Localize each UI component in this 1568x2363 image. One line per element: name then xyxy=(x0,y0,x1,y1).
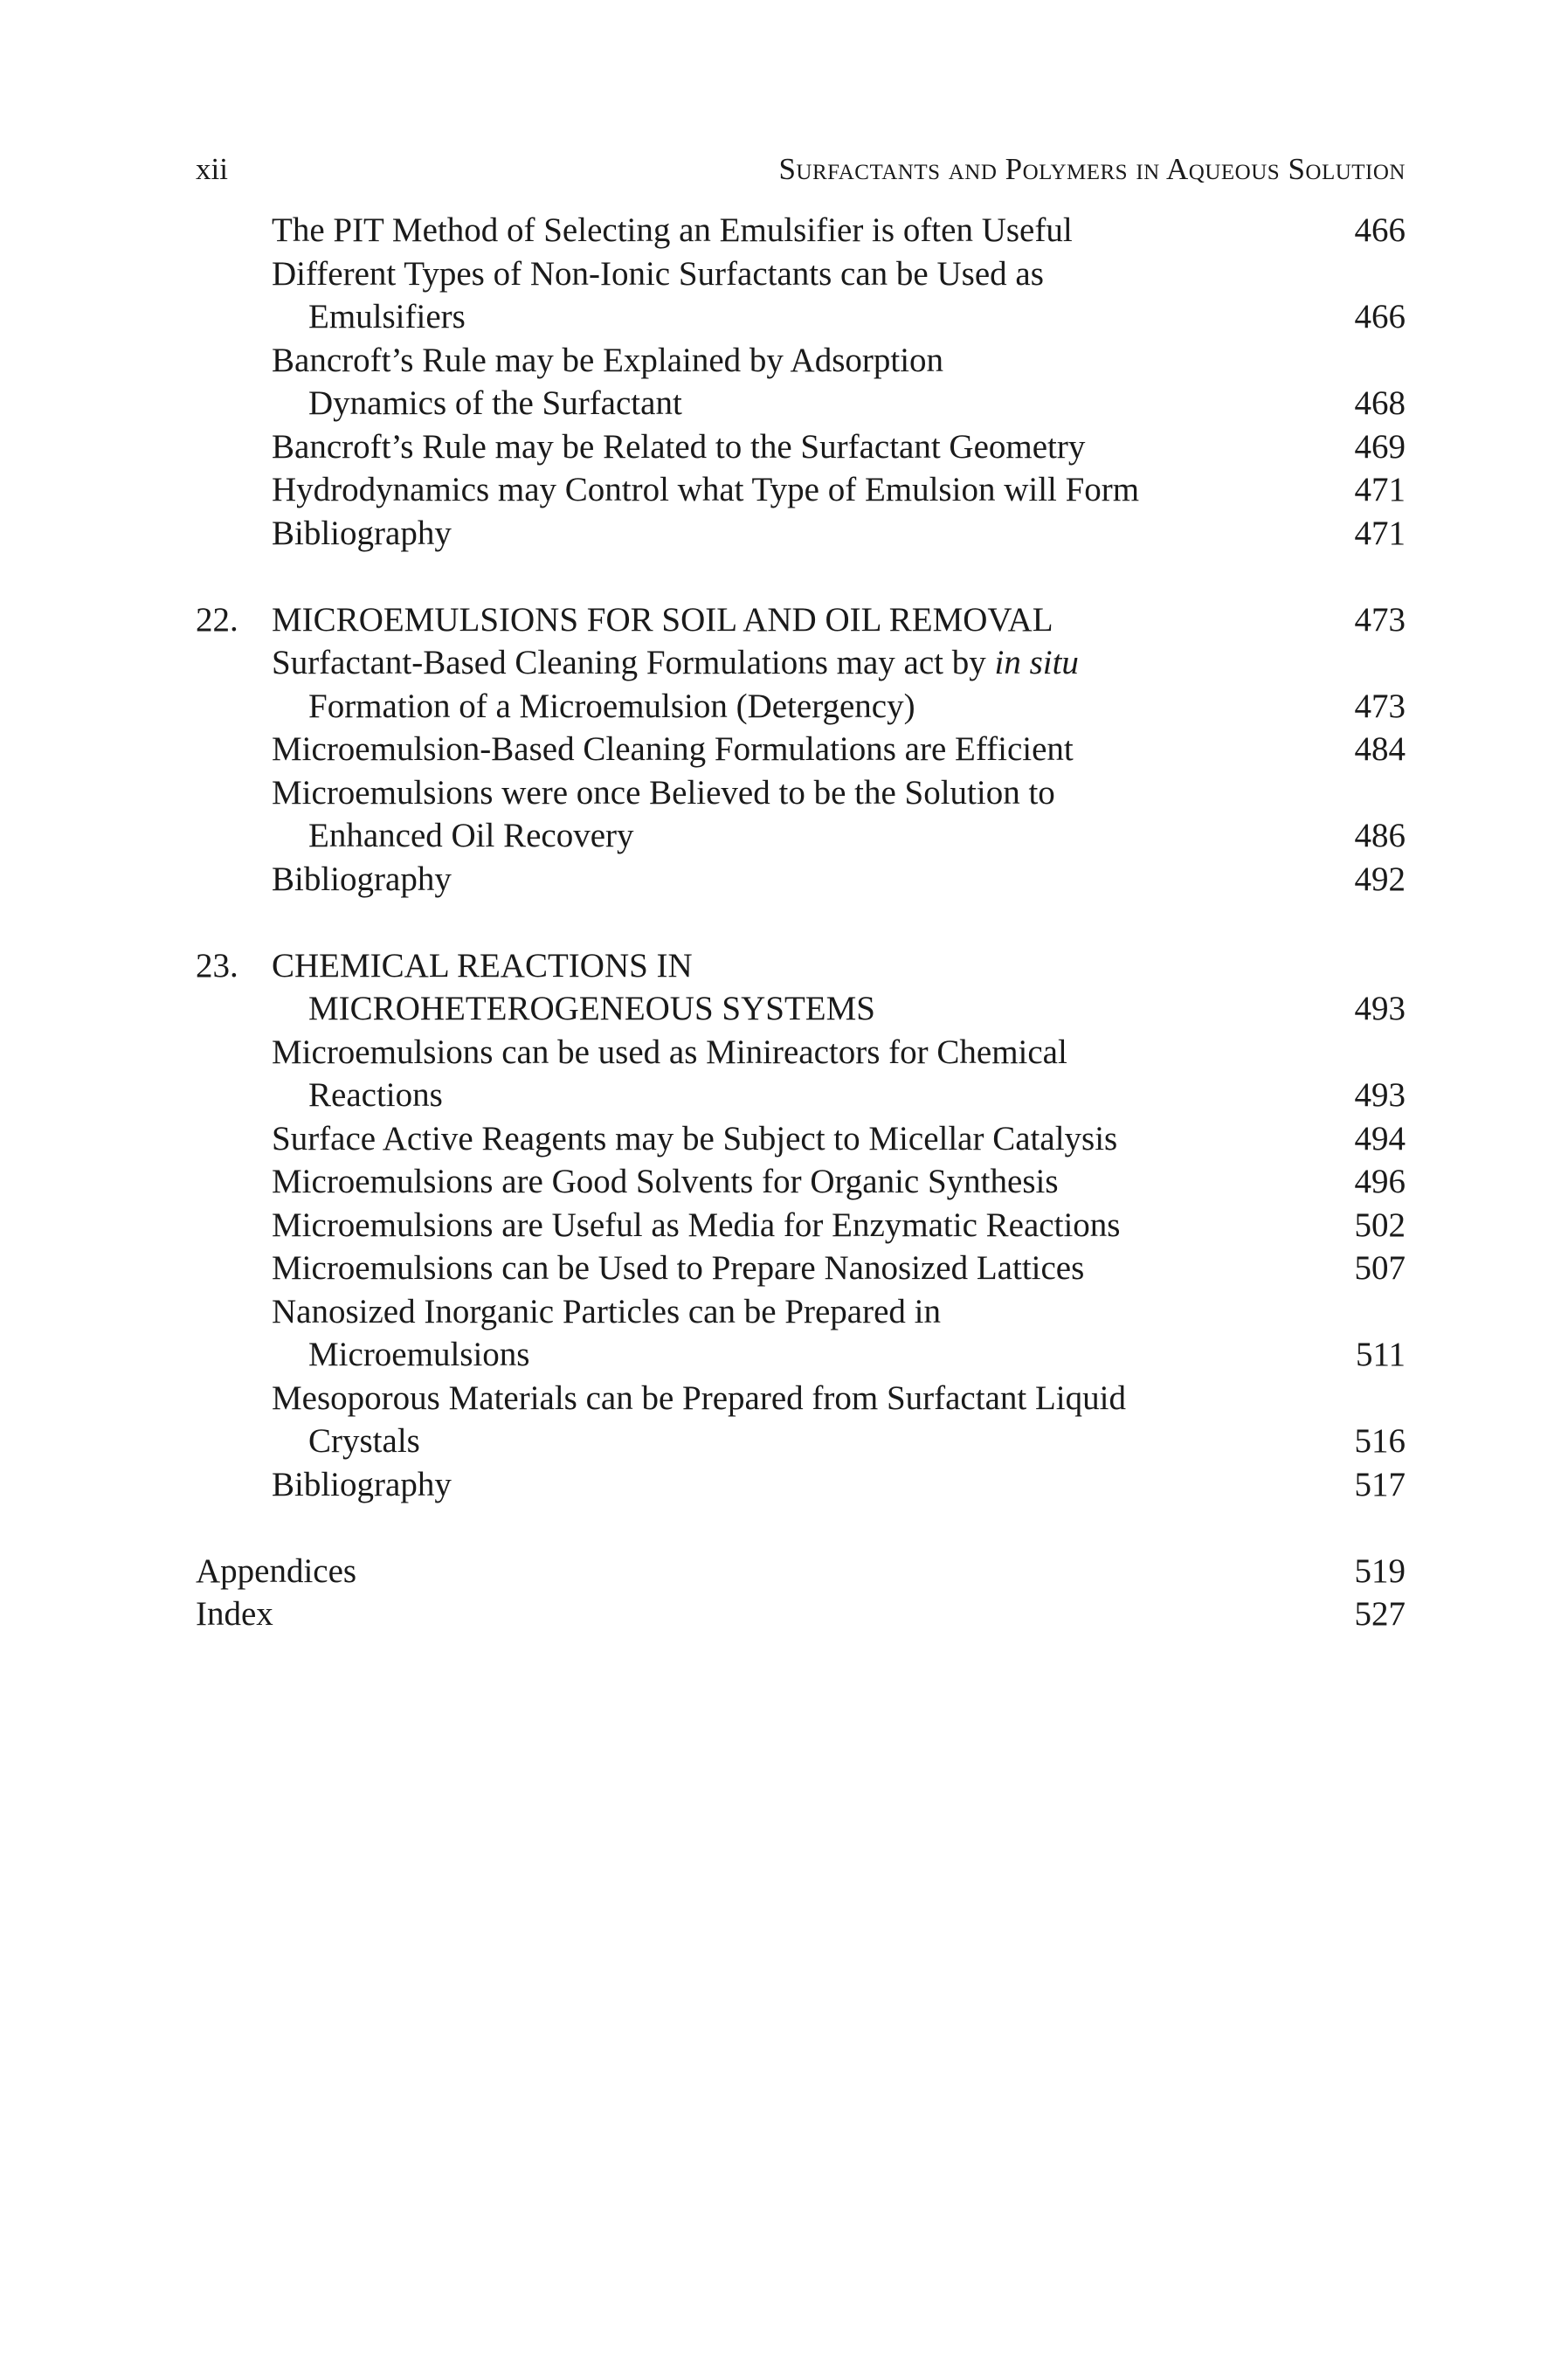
toc-entry-title: Enhanced Oil Recovery xyxy=(308,817,634,854)
toc-entry xyxy=(196,1290,1406,1334)
toc-entry-title: Bibliography xyxy=(272,1465,452,1503)
toc-entry-title: The PIT Method of Selecting an Emulsifier is often Useful xyxy=(272,211,1073,249)
toc-entry-continuation xyxy=(196,295,1406,339)
toc-page-number: 516 xyxy=(1354,1422,1406,1460)
page-folio: xii xyxy=(196,152,228,186)
toc-entry-continuation xyxy=(196,1333,1406,1377)
toc-entry xyxy=(196,641,1406,685)
toc-entry xyxy=(196,252,1406,296)
toc-entry xyxy=(196,1117,1406,1161)
toc-entry xyxy=(196,1377,1406,1420)
toc-entry-title: Dynamics of the Surfactant xyxy=(308,384,682,422)
toc-page-number: 466 xyxy=(1354,298,1406,335)
toc-page-number: 493 xyxy=(1354,990,1406,1027)
toc-entry-text: Surfactant-Based Cleaning Formulations may act by xyxy=(272,644,995,681)
toc-page-number: 494 xyxy=(1354,1119,1406,1157)
toc-page-number: 507 xyxy=(1354,1249,1406,1287)
toc-page-number: 471 xyxy=(1354,471,1406,508)
toc-entry xyxy=(196,1031,1406,1074)
toc-entry-continuation xyxy=(196,1074,1406,1117)
toc-entry-title: Microemulsions can be used as Minireactors for Chemical xyxy=(272,1033,1067,1071)
toc-entry-title: Formation of a Microemulsion (Detergency) xyxy=(308,687,915,725)
toc-entry-title: Mesoporous Materials can be Prepared from Surfactant Liquid xyxy=(272,1378,1126,1417)
toc-entry-title: Hydrodynamics may Control what Type of Emulsion will Form xyxy=(272,471,1140,508)
toc-entry-title: Emulsifiers xyxy=(308,298,466,335)
chapter-title: CHEMICAL REACTIONS IN xyxy=(272,946,693,985)
toc-entry xyxy=(196,771,1406,815)
toc-page-number: 473 xyxy=(1354,600,1406,639)
toc-entry-title: Bibliography xyxy=(272,514,452,552)
toc-chapter-heading-continuation xyxy=(196,987,1406,1031)
toc-chapter-heading xyxy=(196,944,1406,988)
toc-entry-title: Microemulsions were once Believed to be the Solution to xyxy=(272,773,1055,812)
toc-entry-continuation xyxy=(196,1420,1406,1463)
toc-entry xyxy=(196,339,1406,383)
toc-entry-title: Nanosized Inorganic Particles can be Prepared in xyxy=(272,1292,941,1330)
toc-entry-title: Microemulsions are Good Solvents for Organic Synthesis xyxy=(272,1163,1059,1200)
table-of-contents xyxy=(196,209,1406,1636)
toc-entry-continuation xyxy=(196,685,1406,729)
spacer xyxy=(196,901,1406,944)
toc-entry xyxy=(196,1247,1406,1290)
toc-page-number: 493 xyxy=(1354,1076,1406,1114)
toc-entry-title: Microemulsions can be Used to Prepare Nanosized Lattices xyxy=(272,1249,1085,1287)
toc-entry xyxy=(196,728,1406,771)
toc-entry-title: Surface Active Reagents may be Subject to Micellar Catalysis xyxy=(272,1119,1118,1157)
toc-page-number: 468 xyxy=(1354,384,1406,422)
chapter-title: MICROHETEROGENEOUS SYSTEMS xyxy=(308,990,875,1027)
running-title: Surfactants and Polymers in Aqueous Solution xyxy=(778,152,1406,186)
toc-page-number: 473 xyxy=(1354,687,1406,725)
toc-page-number: 484 xyxy=(1354,730,1406,768)
toc-entry-bibliography xyxy=(196,858,1406,902)
toc-entry-title: Reactions xyxy=(308,1076,443,1114)
toc-entry-title: Bancroft’s Rule may be Explained by Adsorption xyxy=(272,341,944,379)
toc-entry-title xyxy=(272,641,1079,685)
toc-back-matter-entry xyxy=(196,1593,1406,1636)
chapter-title: MICROEMULSIONS FOR SOIL AND OIL REMOVAL xyxy=(272,600,1053,639)
toc-chapter-heading xyxy=(196,598,1406,642)
toc-entry xyxy=(196,1160,1406,1204)
toc-page-number: 519 xyxy=(1354,1551,1406,1590)
toc-entry xyxy=(196,468,1406,512)
toc-entry-title: Index xyxy=(196,1595,273,1633)
toc-entry xyxy=(196,1204,1406,1247)
toc-page-number: 471 xyxy=(1354,514,1406,552)
spacer xyxy=(196,555,1406,598)
toc-entry-bibliography xyxy=(196,512,1406,556)
toc-entry-italic-text: in situ xyxy=(994,644,1079,681)
toc-back-matter-entry xyxy=(196,1550,1406,1593)
toc-entry-title: Different Types of Non-Ionic Surfactants can be Used as xyxy=(272,254,1044,293)
toc-entry-title: Bancroft’s Rule may be Related to the Surfactant Geometry xyxy=(272,427,1086,466)
toc-entry-continuation xyxy=(196,382,1406,425)
toc-page-number: 496 xyxy=(1354,1163,1406,1200)
toc-page-number: 492 xyxy=(1354,860,1406,898)
toc-page-number: 469 xyxy=(1354,427,1406,466)
toc-page-number: 517 xyxy=(1354,1465,1406,1503)
chapter-number: 22. xyxy=(196,600,238,639)
toc-entry-title: Bibliography xyxy=(272,860,452,898)
running-head xyxy=(196,147,1406,192)
toc-page-number: 511 xyxy=(1355,1336,1406,1373)
toc-entry-title: Microemulsions are Useful as Media for Enzymatic Reactions xyxy=(272,1206,1121,1244)
toc-entry-title: Appendices xyxy=(196,1551,357,1590)
chapter-number: 23. xyxy=(196,946,238,985)
toc-entry-continuation xyxy=(196,814,1406,858)
toc-entry xyxy=(196,209,1406,252)
toc-entry-title: Microemulsions xyxy=(308,1336,530,1373)
toc-page-number: 466 xyxy=(1354,211,1406,249)
spacer xyxy=(196,1506,1406,1550)
toc-entry-bibliography xyxy=(196,1463,1406,1507)
toc-page-number: 486 xyxy=(1354,817,1406,854)
toc-entry-title: Microemulsion-Based Cleaning Formulations are Efficient xyxy=(272,730,1074,768)
toc-entry-title: Crystals xyxy=(308,1422,420,1460)
toc-page-number: 527 xyxy=(1354,1595,1406,1633)
toc-entry xyxy=(196,425,1406,469)
toc-page-number: 502 xyxy=(1354,1206,1406,1244)
